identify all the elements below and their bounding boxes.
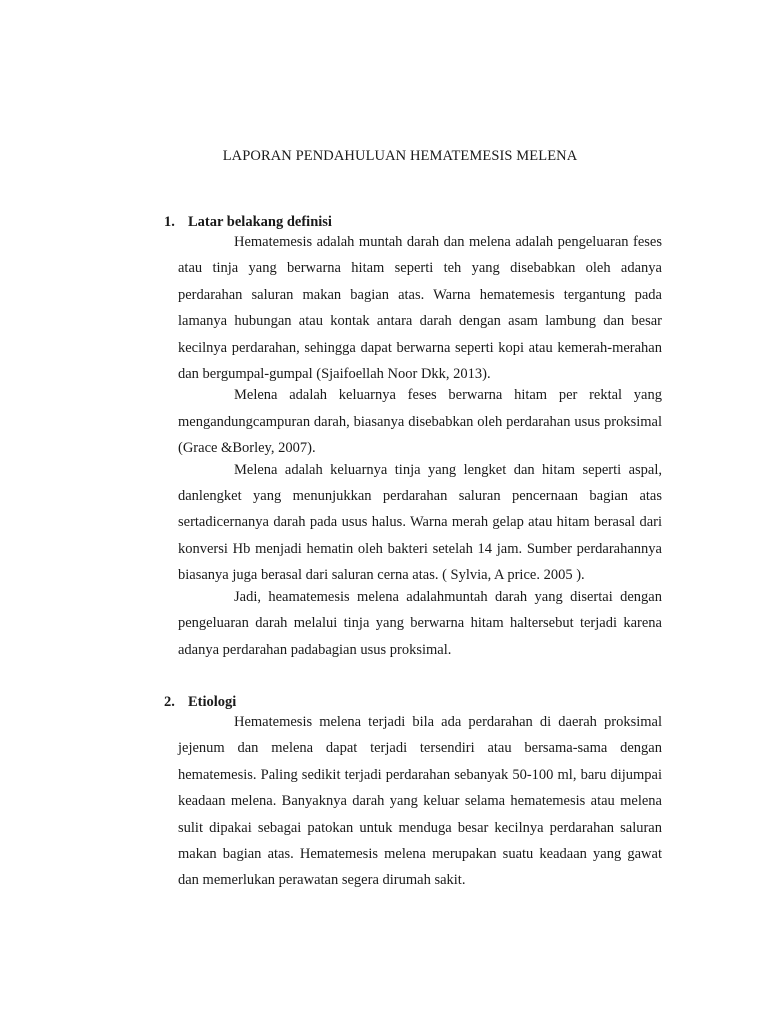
paragraph: Melena adalah keluarnya tinja yang lengket dan hitam seperti aspal, danlengket yang menunjukkan perdarahan saluran pencernaan bagian atas sertadicernanya darah pada usus halus. Warna merah gelap atau hitam berasal dari konversi Hb menjadi hematin oleh bakteri setelah 14 jam. Sumber perdarahannya biasanya juga berasal dari saluran cerna atas. ( Sylvia, A price. 2005 ). [178, 461, 662, 584]
section-heading-text: Latar belakang definisi [188, 214, 332, 230]
section-number: 1. [164, 214, 175, 230]
paragraph: Hematemesis melena terjadi bila ada perdarahan di daerah proksimal jejenum dan melena dapat terjadi tersendiri atau bersama-sama dengan hematemesis. Paling sedikit terjadi perdarahan sebanyak 50-100 ml, baru dijumpai keadaan melena. Banyaknya darah yang keluar selama hematemesis atau melena sulit dipakai sebagai patokan untuk menduga besar kecilnya perdarahan saluran makan bagian atas. Hematemesis melena merupakan suatu keadaan yang gawat dan memerlukan perawatan segera dirumah sakit. [178, 714, 662, 889]
section-etiologi [164, 692, 662, 894]
section-body [178, 709, 662, 894]
page-title: LAPORAN PENDAHULUAN HEMATEMESIS MELENA [222, 148, 578, 164]
section-number: 2. [164, 694, 175, 710]
section-heading-text: Etiologi [188, 694, 237, 710]
section-latar-belakang [164, 212, 662, 663]
paragraph: Jadi, heamatemesis melena adalahmuntah darah yang disertai dengan pengeluaran darah melalui tinja yang berwarna hitam haltersebut terjadi karena adanya perdarahan padabagian usus proksimal. [178, 588, 662, 658]
section-body [178, 229, 662, 663]
paragraph: Melena adalah keluarnya feses berwarna hitam per rektal yang mengandungcampuran darah, biasanya disebabkan oleh perdarahan usus proksimal (Grace &Borley, 2007). [178, 387, 662, 457]
paragraph: Hematemesis adalah muntah darah dan melena adalah pengeluaran feses atau tinja yang berwarna hitam seperti teh yang disebabkan oleh adanya perdarahan saluran makan bagian atas. Warna hematemesis tergantung pada lamanya hubungan atau kontak antara darah dengan asam lambung dan besar kecilnya perdarahan, sehingga dapat berwarna seperti kopi atau kemerah-merahan dan bergumpal-gumpal (Sjaifoellah Noor Dkk, 2013). [178, 234, 662, 383]
